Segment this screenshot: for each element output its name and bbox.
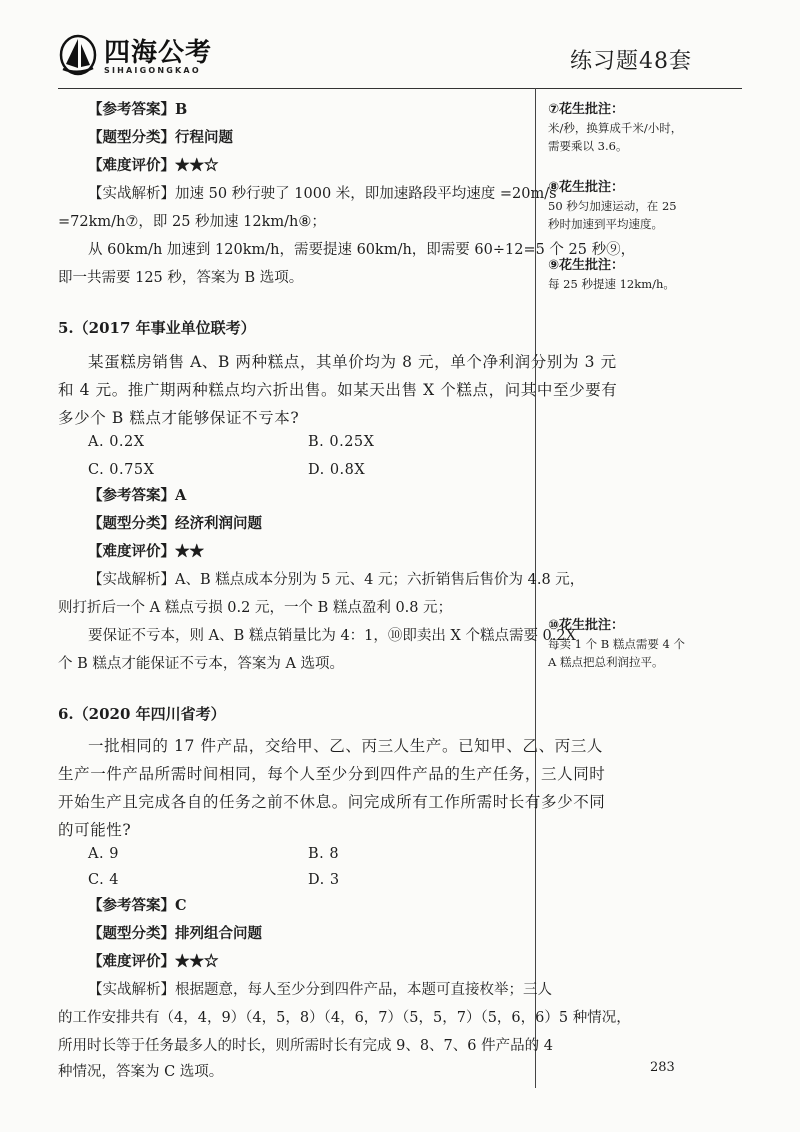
set-title: 练习题48套: [570, 49, 692, 74]
question-stem-line: 生产一件产品所需时间相同，每个人至少分到四件产品的生产任务，三人同时: [58, 765, 606, 783]
brand-name-latin: SIHAIGONGKAO: [104, 66, 201, 75]
brand-name: 四海公考: [104, 38, 213, 68]
question-stem-line: 某蛋糕房销售 A、B 两种糕点，其单价均为 8 元，单个净利润分别为 3 元: [88, 353, 617, 371]
note-9-title: ⑨花生批注：: [548, 258, 625, 273]
option-c: C. 0.75X: [88, 462, 155, 478]
analysis-line: =72km/h⑦，即 25 秒加速 12km/h⑧；: [58, 214, 326, 230]
option-d: D. 0.8X: [308, 462, 366, 478]
sailboat-logo-icon: [58, 34, 98, 76]
note-10-title: ⑩花生批注：: [548, 618, 625, 633]
note-10-text: 每卖 1 个 B 糕点需要 4 个: [548, 637, 686, 651]
option-b: B. 8: [308, 846, 340, 862]
analysis-line: 个 B 糕点才能保证不亏本，答案为 A 选项。: [58, 656, 345, 672]
option-a: A. 9: [88, 846, 119, 862]
option-d: D. 3: [308, 872, 340, 888]
category-line: 【题型分类】排列组合问题: [88, 925, 262, 942]
option-c: C. 4: [88, 872, 120, 888]
category-line: 【题型分类】行程问题: [88, 129, 233, 146]
question-stem-line: 一批相同的 17 件产品，交给甲、乙、丙三人生产。已知甲、乙、丙三人: [88, 737, 603, 755]
note-9-text: 每 25 秒提速 12km/h。: [548, 277, 675, 291]
category-line: 【题型分类】经济利润问题: [88, 515, 262, 532]
analysis-line: 要保证不亏本，则 A、B 糕点销量比为 4：1，⑩即卖出 X 个糕点需要 0.2X: [88, 628, 576, 644]
difficulty-line: 【难度评价】★★☆: [88, 953, 219, 970]
option-a: A. 0.2X: [88, 434, 145, 450]
note-10-text: A 糕点把总利润拉平。: [548, 655, 664, 669]
analysis-line: 【实战解析】加速 50 秒行驶了 1000 米，即加速路段平均速度 =20m/s: [88, 186, 557, 202]
analysis-line: 【实战解析】根据题意，每人至少分到四件产品，本题可直接枚举；三人: [88, 982, 552, 998]
answer-line: 【参考答案】C: [88, 897, 187, 914]
difficulty-line: 【难度评价】★★☆: [88, 157, 219, 174]
note-8-title: ⑧花生批注：: [548, 180, 625, 195]
difficulty-line: 【难度评价】★★: [88, 543, 204, 560]
analysis-line: 种情况，答案为 C 选项。: [58, 1064, 224, 1080]
analysis-line: 即一共需要 125 秒，答案为 B 选项。: [58, 270, 304, 286]
option-b: B. 0.25X: [308, 434, 375, 450]
question-stem-line: 多少个 B 糕点才能够保证不亏本?: [58, 409, 300, 427]
note-8-text: 50 秒匀加速运动，在 25: [548, 199, 677, 213]
analysis-line: 【实战解析】A、B 糕点成本分别为 5 元、4 元；六折销售后售价为 4.8 元，: [88, 572, 585, 588]
header-rule: [58, 88, 742, 89]
question-stem-line: 开始生产且完成各自的任务之前不休息。问完成所有工作所需时长有多少不同: [58, 793, 606, 811]
question-stem-line: 和 4 元。推广期两种糕点均六折出售。如某天出售 X 个糕点，问其中至少要有: [58, 381, 618, 399]
page-number: 283: [650, 1060, 675, 1075]
question-stem-line: 的可能性?: [58, 821, 132, 839]
question-heading: 6.（2020 年四川省考）: [58, 705, 226, 723]
note-8-text: 秒时加速到平均速度。: [548, 217, 663, 231]
question-heading: 5.（2017 年事业单位联考）: [58, 319, 256, 337]
note-7-title: ⑦花生批注：: [548, 102, 625, 117]
analysis-line: 的工作安排共有（4，4，9）（4，5，8）（4，6，7）（5，5，7）（5，6，6）5 种情况，: [58, 1010, 631, 1026]
analysis-line: 则打折后一个 A 糕点亏损 0.2 元，一个 B 糕点盈利 0.8 元；: [58, 600, 453, 616]
answer-line: 【参考答案】A: [88, 487, 187, 504]
note-7-text: 米/秒，换算成千米/小时，: [548, 121, 683, 135]
analysis-line: 所用时长等于任务最多人的时长，则所需时长有完成 9、8、7、6 件产品的 4: [58, 1038, 553, 1054]
analysis-line: 从 60km/h 加速到 120km/h，需要提速 60km/h，即需要 60÷12=5 个 25 秒⑨，: [88, 242, 636, 258]
answer-line: 【参考答案】B: [88, 101, 188, 118]
note-7-text: 需要乘以 3.6。: [548, 139, 628, 153]
